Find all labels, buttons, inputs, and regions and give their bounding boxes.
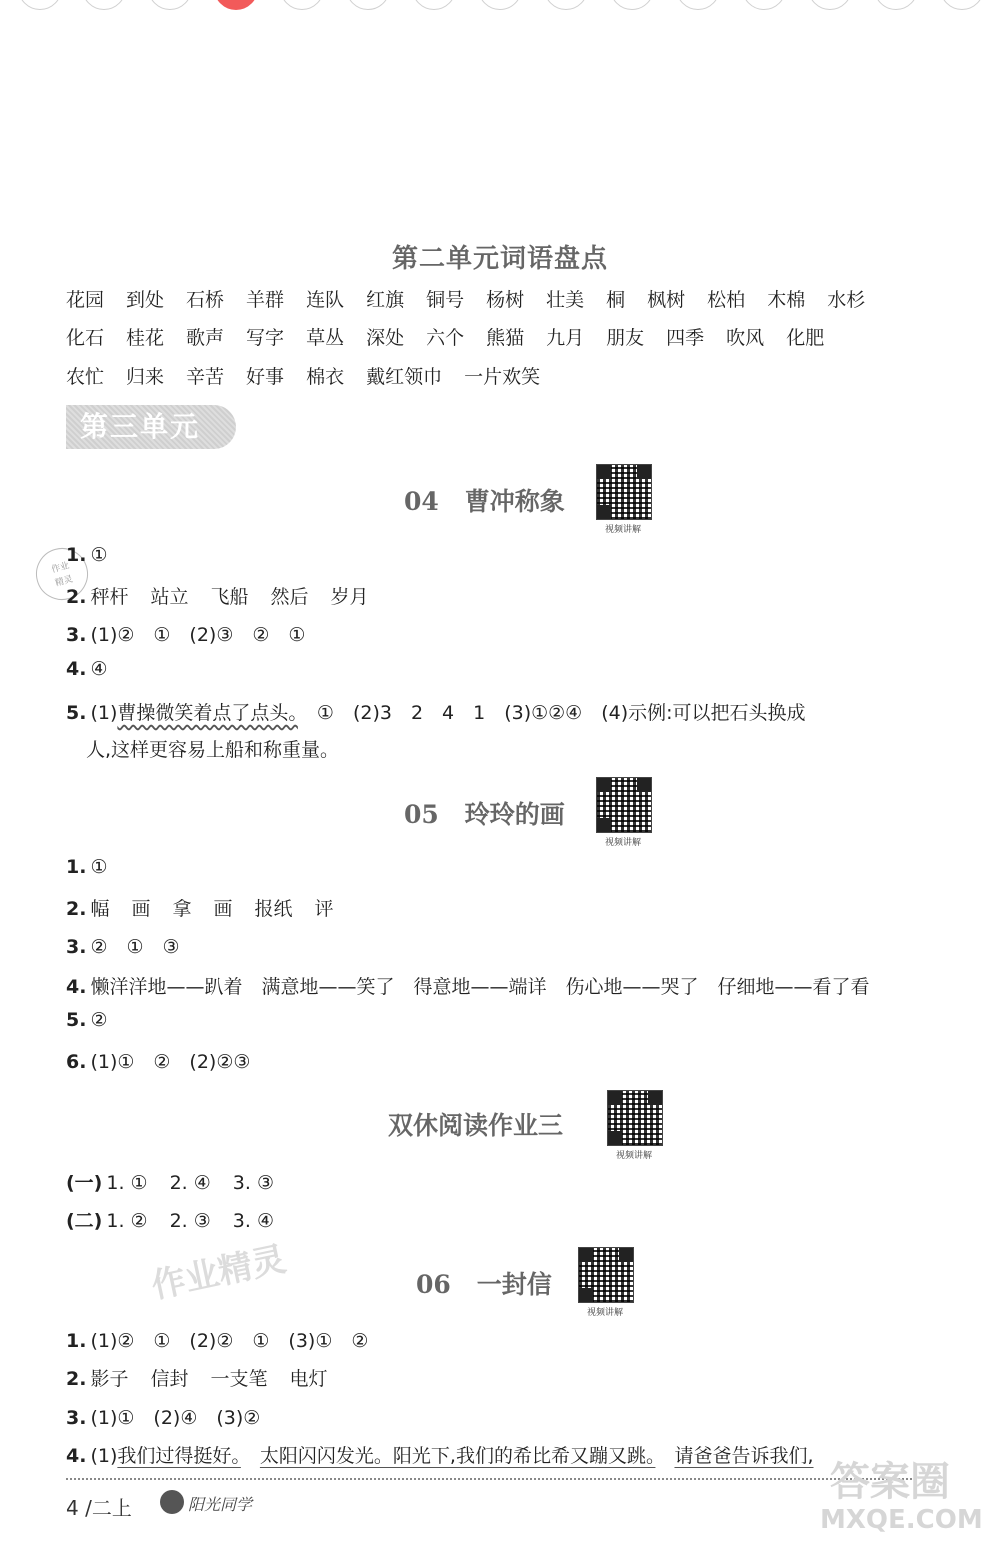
qr-code-icon[interactable] bbox=[596, 777, 652, 833]
list-item: 壮美 bbox=[546, 289, 585, 311]
list-item: 水杉 bbox=[827, 289, 866, 311]
list-item: 松柏 bbox=[707, 289, 746, 311]
unit3-banner: 第三单元 bbox=[66, 405, 236, 449]
qr-caption: 视频讲解 bbox=[604, 525, 641, 535]
list-item: 化石 bbox=[66, 327, 105, 349]
seal-stamp: 作业 精灵 bbox=[30, 542, 94, 606]
qr-code-icon[interactable] bbox=[596, 464, 652, 520]
list-item: 评 bbox=[314, 898, 334, 920]
list-item: 草丛 bbox=[306, 327, 345, 349]
page-dot[interactable] bbox=[82, 0, 126, 10]
list-item: 九月 bbox=[546, 327, 585, 349]
answer-line: 2. 秤杆 站立 飞船 然后 岁月 bbox=[66, 586, 369, 608]
answer-line: (一) 1. ① 2. ④ 3. ③ bbox=[66, 1172, 274, 1194]
qr-code-icon[interactable] bbox=[578, 1247, 634, 1303]
list-item: 桂花 bbox=[126, 327, 165, 349]
list-item: 3. ③ bbox=[232, 1172, 274, 1194]
list-item: 一支笔 bbox=[210, 1368, 268, 1390]
qr-caption: 视频讲解 bbox=[615, 1151, 652, 1161]
page-dot[interactable] bbox=[478, 0, 522, 10]
list-item: 飞船 bbox=[210, 586, 249, 608]
reading3-title: 双休阅读作业三 bbox=[388, 1111, 564, 1140]
list-item: 深处 bbox=[366, 327, 405, 349]
list-item: 电灯 bbox=[289, 1368, 328, 1390]
list-item: 辛苦 bbox=[186, 366, 225, 388]
list-item: 羊群 bbox=[246, 289, 285, 311]
list-item: 写字 bbox=[246, 327, 285, 349]
list-item: 熊猫 bbox=[486, 327, 525, 349]
answer-line: 1. ① bbox=[66, 856, 108, 878]
qr-caption: 视频讲解 bbox=[586, 1308, 623, 1318]
list-item: 岁月 bbox=[330, 586, 369, 608]
list-item: 枫树 bbox=[647, 289, 686, 311]
answer-line: 3. ② ① ③ bbox=[66, 936, 180, 958]
answer-line: 5. ② bbox=[66, 1009, 108, 1031]
list-item: 报纸 bbox=[254, 898, 293, 920]
answer-line: 3. (1)② ① (2)③ ② ① bbox=[66, 624, 306, 646]
list-item: 站立 bbox=[150, 586, 189, 608]
page-indicator bbox=[0, 0, 1000, 12]
watermark: 答案圈 bbox=[830, 1459, 950, 1505]
list-item: 画 bbox=[213, 898, 233, 920]
answer-line: 4. ④ bbox=[66, 658, 108, 680]
underlined-sentence: 我们过得挺好。 bbox=[117, 1445, 241, 1467]
page-dot[interactable] bbox=[346, 0, 390, 10]
page-dot[interactable] bbox=[148, 0, 192, 10]
list-item: 花园 bbox=[66, 289, 105, 311]
list-item: 杨树 bbox=[486, 289, 525, 311]
list-item: 桐 bbox=[606, 289, 626, 311]
list-item: 1. ① bbox=[106, 1172, 148, 1194]
list-item: 红旗 bbox=[366, 289, 405, 311]
lesson06-title bbox=[416, 1265, 552, 1301]
lesson-name: 曹冲称象 bbox=[464, 487, 565, 516]
page-dot[interactable] bbox=[610, 0, 654, 10]
list-item: 吹风 bbox=[726, 327, 765, 349]
list-item: 信封 bbox=[150, 1368, 189, 1390]
list-item: 然后 bbox=[270, 586, 309, 608]
answer-line: (二) 1. ② 2. ③ 3. ④ bbox=[66, 1210, 274, 1232]
list-item: 歌声 bbox=[186, 327, 225, 349]
watermark: 作业精灵 bbox=[148, 1239, 290, 1307]
answer-line: 3. (1)① (2)④ (3)② bbox=[66, 1407, 261, 1429]
list-item: 木棉 bbox=[767, 289, 806, 311]
list-item: 1. ② bbox=[106, 1210, 148, 1232]
answer-line: 2. 影子 信封 一支笔 电灯 bbox=[66, 1368, 328, 1390]
list-item: 秤杆 bbox=[90, 586, 129, 608]
answer-line: 4. 懒洋洋地——趴着 满意地——笑了 得意地——端详 伤心地——哭了 仔细地——看了看 bbox=[66, 976, 870, 998]
lesson-number: 05 bbox=[404, 800, 439, 829]
brand-logo-icon bbox=[160, 1490, 184, 1514]
list-item: 连队 bbox=[306, 289, 345, 311]
page-dot-active[interactable] bbox=[214, 0, 258, 10]
lesson-name: 玲玲的画 bbox=[464, 800, 565, 829]
list-item: 3. ④ bbox=[232, 1210, 274, 1232]
list-item: 农忙 bbox=[66, 366, 105, 388]
lesson05-title bbox=[404, 795, 565, 831]
list-item: 归来 bbox=[126, 366, 165, 388]
answer-line: 人,这样更容易上船和称重量。 bbox=[86, 739, 340, 761]
unit2-title: 第二单元词语盘点 bbox=[391, 244, 608, 274]
list-item: 2. ④ bbox=[169, 1172, 211, 1194]
word-row bbox=[66, 323, 846, 350]
answer-line: 2. 幅 画 拿 画 报纸 评 bbox=[66, 898, 334, 920]
word-row bbox=[66, 362, 562, 389]
list-item: 2. ③ bbox=[169, 1210, 211, 1232]
page-dot[interactable] bbox=[412, 0, 456, 10]
page-dot[interactable] bbox=[544, 0, 588, 10]
page-dot[interactable] bbox=[874, 0, 918, 10]
list-item: 石桥 bbox=[186, 289, 225, 311]
wavy-underlined-sentence: 曹操微笑着点了点头。 bbox=[117, 702, 298, 724]
page-dot[interactable] bbox=[940, 0, 984, 10]
footer-divider bbox=[66, 1478, 916, 1480]
lesson04-title bbox=[404, 482, 565, 518]
lesson-name: 一封信 bbox=[476, 1270, 552, 1299]
qr-code-icon[interactable] bbox=[607, 1090, 663, 1146]
list-item: 影子 bbox=[90, 1368, 129, 1390]
list-item: 幅 bbox=[90, 898, 110, 920]
word-row bbox=[66, 285, 887, 312]
lesson-number: 06 bbox=[416, 1270, 451, 1299]
list-item: 铜号 bbox=[426, 289, 465, 311]
brand-name: 阳光同学 bbox=[188, 1495, 253, 1514]
answer-line: 4. (1)我们过得挺好。 太阳闪闪发光。阳光下,我们的希比希又蹦又跳。 请爸爸告诉我们, bbox=[66, 1445, 814, 1467]
qr-caption: 视频讲解 bbox=[604, 838, 641, 848]
page-dot[interactable] bbox=[742, 0, 786, 10]
watermark: MXQE.COM bbox=[820, 1505, 983, 1535]
underlined-sentence: 太阳闪闪发光。阳光下,我们的希比希又蹦又跳。 bbox=[259, 1445, 656, 1467]
list-item: 棉衣 bbox=[306, 366, 345, 388]
page-dot[interactable] bbox=[676, 0, 720, 10]
list-item: 戴红领巾 bbox=[366, 366, 443, 388]
page-dot[interactable] bbox=[280, 0, 324, 10]
list-item: 四季 bbox=[666, 327, 705, 349]
list-item: 画 bbox=[131, 898, 151, 920]
answer-line: 5. (1)曹操微笑着点了点头。 ① (2)3 2 4 1 (3)①②④ (4)示例:可以把石头换成 bbox=[66, 702, 806, 724]
list-item: 朋友 bbox=[606, 327, 645, 349]
list-item: 好事 bbox=[246, 366, 285, 388]
page-dot[interactable] bbox=[18, 0, 62, 10]
answer-line: 1. ① bbox=[66, 544, 108, 566]
list-item: 到处 bbox=[126, 289, 165, 311]
underlined-sentence: 请爸爸告诉我们, bbox=[674, 1445, 814, 1467]
page-number: 4 /二上 bbox=[66, 1496, 132, 1520]
list-item: 六个 bbox=[426, 327, 465, 349]
lesson-number: 04 bbox=[404, 487, 439, 516]
list-item: 化肥 bbox=[786, 327, 825, 349]
list-item: 拿 bbox=[172, 898, 192, 920]
page-dot[interactable] bbox=[808, 0, 852, 10]
answer-line: 6. (1)① ② (2)②③ bbox=[66, 1051, 251, 1073]
answer-line: 1. (1)② ① (2)② ① (3)① ② bbox=[66, 1330, 369, 1352]
list-item: 一片欢笑 bbox=[464, 366, 541, 388]
